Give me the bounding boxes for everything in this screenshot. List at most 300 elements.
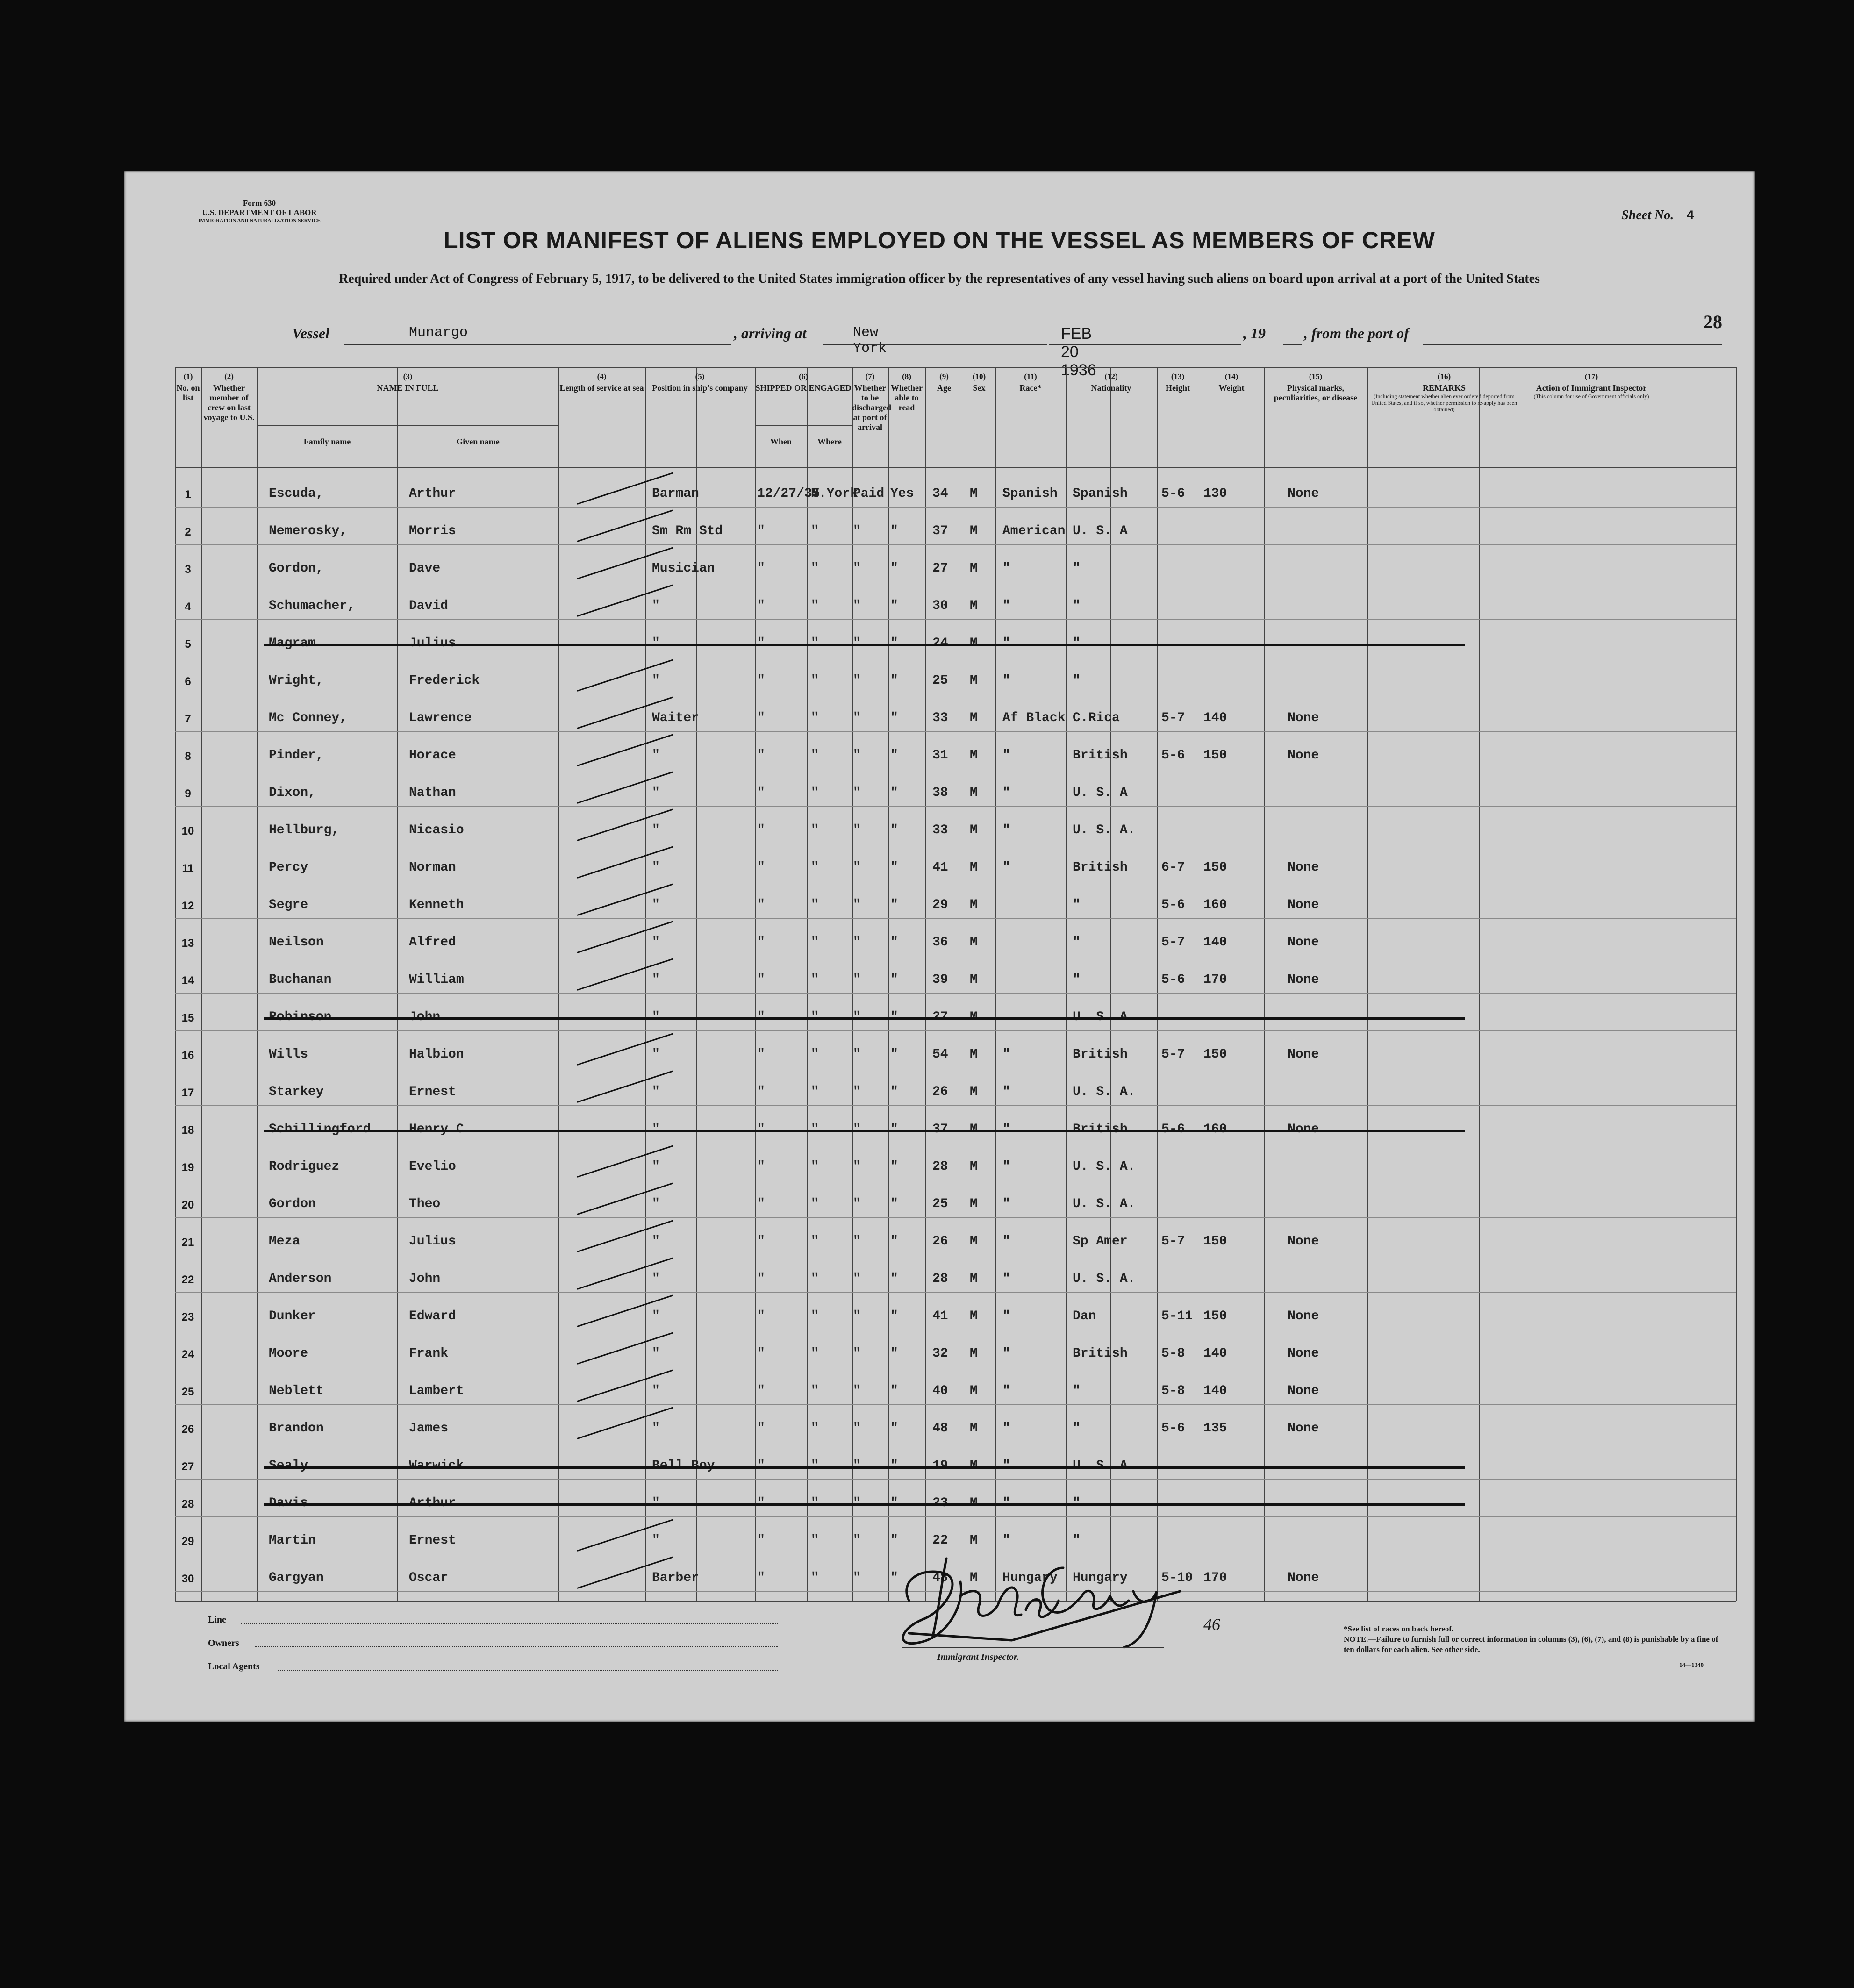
position-cell: Barman xyxy=(652,486,699,501)
shipped-where-cell: " xyxy=(811,973,819,987)
table-row xyxy=(175,1334,1736,1372)
weight-cell: 140 xyxy=(1203,711,1227,725)
shipped-when-cell: " xyxy=(757,898,765,912)
row-number: 15 xyxy=(181,1012,194,1024)
sex-cell: M xyxy=(970,1085,978,1099)
weight-cell: 170 xyxy=(1203,973,1227,987)
able-to-read-cell: " xyxy=(890,748,898,763)
age-cell: 39 xyxy=(932,973,948,987)
discharged-cell: " xyxy=(853,1346,861,1361)
row-number: 28 xyxy=(181,1498,194,1510)
nationality-cell: " xyxy=(1073,1384,1081,1398)
position-cell: " xyxy=(652,1234,660,1249)
able-to-read-cell: " xyxy=(890,599,898,613)
given-name-cell: John xyxy=(409,1272,441,1286)
able-to-read-cell: " xyxy=(890,524,898,538)
shipped-subheader-border xyxy=(755,425,852,426)
family-name-header: Family name xyxy=(303,437,351,446)
given-name-cell: Julius xyxy=(409,636,456,651)
family-name-cell: Escuda, xyxy=(269,486,324,501)
given-name-header: Given name xyxy=(456,437,500,446)
strike-through-line xyxy=(264,1503,1465,1506)
sex-cell: M xyxy=(970,1309,978,1323)
race-cell: Hungary xyxy=(1002,1571,1058,1585)
given-name-cell: Norman xyxy=(409,860,456,875)
shipped-when-cell: " xyxy=(757,1272,765,1286)
column-label: SHIPPED OR ENGAGED xyxy=(755,383,852,393)
weight-cell: 150 xyxy=(1203,1234,1227,1249)
weight-cell: 160 xyxy=(1203,898,1227,912)
position-cell: " xyxy=(652,935,660,950)
shipped-where-cell: " xyxy=(811,1346,819,1361)
shipped-where-cell: " xyxy=(811,898,819,912)
shipped-when-cell: " xyxy=(757,1047,765,1062)
height-cell: 5-7 xyxy=(1161,935,1185,950)
nationality-cell: " xyxy=(1073,935,1081,950)
shipped-where-cell: " xyxy=(811,1047,819,1062)
race-cell: " xyxy=(1002,1421,1010,1436)
family-name-cell: Schumacher, xyxy=(269,599,355,613)
service-name: IMMIGRATION AND NATURALIZATION SERVICE xyxy=(198,218,321,223)
column-header-5 xyxy=(645,372,755,393)
column-label: Action of Immigrant Inspector xyxy=(1536,383,1647,393)
crew-table xyxy=(175,367,1736,1601)
discharged-cell: " xyxy=(853,1571,861,1585)
strike-through-line xyxy=(264,1466,1465,1469)
nationality-cell: U. S. A. xyxy=(1073,1197,1136,1211)
table-row xyxy=(175,811,1736,848)
shipped-where-cell: " xyxy=(811,636,819,651)
height-cell: 5-8 xyxy=(1161,1346,1185,1361)
sheet-label: Sheet No. xyxy=(1621,208,1674,222)
race-cell: " xyxy=(1002,1309,1010,1323)
age-cell: 40 xyxy=(932,1384,948,1398)
shipped-when-cell: " xyxy=(757,1309,765,1323)
family-name-cell: Meza xyxy=(269,1234,301,1249)
arriving-port: New York xyxy=(853,325,887,357)
column-label: Whether to be discharged at port of arrival xyxy=(852,383,892,432)
family-name-cell: Rodriguez xyxy=(269,1159,340,1174)
nationality-cell: C.Rica xyxy=(1073,711,1120,725)
table-row xyxy=(175,699,1736,736)
able-to-read-cell: " xyxy=(890,673,898,688)
column-number: (12) xyxy=(1104,372,1118,381)
date-underline xyxy=(1049,344,1241,345)
position-cell: Musician xyxy=(652,561,715,576)
from-port-label: , from the port of xyxy=(1304,325,1409,342)
signature-line xyxy=(902,1647,1164,1648)
physical-marks-cell: None xyxy=(1288,1047,1319,1062)
shipped-when-cell: " xyxy=(757,935,765,950)
shipped-where-cell: " xyxy=(811,1459,819,1473)
discharged-cell: " xyxy=(853,1122,861,1137)
table-row xyxy=(175,773,1736,811)
given-name-cell: Frank xyxy=(409,1346,449,1361)
age-cell: 48 xyxy=(932,1421,948,1436)
family-name-cell: Neblett xyxy=(269,1384,324,1398)
sex-cell: M xyxy=(970,1010,978,1024)
family-name-cell: Schillingford xyxy=(269,1122,371,1137)
weight-cell: 150 xyxy=(1203,1309,1227,1323)
table-row xyxy=(175,586,1736,624)
row-number: 8 xyxy=(185,750,191,763)
row-number: 20 xyxy=(181,1199,194,1211)
row-number: 5 xyxy=(185,638,191,651)
position-cell: " xyxy=(652,748,660,763)
family-name-cell: Neilson xyxy=(269,935,324,950)
family-name-cell: Magram xyxy=(269,636,316,651)
shipped-when-cell: " xyxy=(757,860,765,875)
nationality-cell: U. S. A. xyxy=(1073,1159,1136,1174)
row-number: 24 xyxy=(181,1348,194,1361)
table-row xyxy=(175,474,1736,512)
given-name-cell: Nicasio xyxy=(409,823,464,837)
nationality-cell: " xyxy=(1073,636,1081,651)
height-cell: 5-11 xyxy=(1161,1309,1193,1323)
given-name-cell: Alfred xyxy=(409,935,456,950)
age-cell: 41 xyxy=(932,860,948,875)
footer-note xyxy=(1344,1624,1727,1655)
page-subtitle: Required under Act of Congress of February 5, 1917, to be delivered to the United States immigration officer by the representatives of any vessel having such aliens on board upon arrival at a port of the United States xyxy=(339,272,1540,286)
shipped-when-cell: " xyxy=(757,1197,765,1211)
age-cell: 19 xyxy=(932,1459,948,1473)
shipped-when-cell: " xyxy=(757,1159,765,1174)
line-field[interactable] xyxy=(241,1623,778,1624)
position-cell: " xyxy=(652,898,660,912)
able-to-read-cell: " xyxy=(890,1496,898,1510)
row-number: 6 xyxy=(185,675,191,688)
weight-cell: 160 xyxy=(1203,1122,1227,1137)
column-number: (2) xyxy=(224,372,234,381)
shipped-where-cell: " xyxy=(811,1571,819,1585)
nationality-cell: British xyxy=(1073,860,1128,875)
able-to-read-cell: " xyxy=(890,561,898,576)
able-to-read-cell: " xyxy=(890,1122,898,1137)
position-cell: Sm Rm Std xyxy=(652,524,723,538)
shipped-where-cell: " xyxy=(811,561,819,576)
discharged-cell: " xyxy=(853,1309,861,1323)
age-cell: 37 xyxy=(932,1122,948,1137)
table-row xyxy=(175,998,1736,1035)
family-name-cell: Davis xyxy=(269,1496,308,1510)
family-name-cell: Gordon xyxy=(269,1197,316,1211)
family-name-cell: Gargyan xyxy=(269,1571,324,1585)
age-cell: 34 xyxy=(932,486,948,501)
sex-cell: M xyxy=(970,748,978,763)
position-cell: " xyxy=(652,636,660,651)
given-name-cell: Lawrence xyxy=(409,711,472,725)
family-name-cell: Pinder, xyxy=(269,748,324,763)
sex-cell: M xyxy=(970,898,978,912)
column-label: Race* xyxy=(1019,383,1042,393)
sex-cell: M xyxy=(970,524,978,538)
shipped-when-cell: " xyxy=(757,973,765,987)
able-to-read-cell: " xyxy=(890,1085,898,1099)
column-label: Physical marks, peculiarities, or disease xyxy=(1274,383,1358,402)
nationality-cell: " xyxy=(1073,1421,1081,1436)
nationality-cell: British xyxy=(1073,1346,1128,1361)
nationality-cell: U. S. A xyxy=(1073,786,1128,800)
owners-field[interactable] xyxy=(255,1646,778,1647)
owners-label: Owners xyxy=(208,1638,239,1648)
inspector-signature xyxy=(890,1526,1189,1657)
column-number: (9) xyxy=(939,372,949,381)
able-to-read-cell: " xyxy=(890,860,898,875)
year-underline xyxy=(1283,344,1302,345)
sex-cell: M xyxy=(970,935,978,950)
shipped-where-cell: " xyxy=(811,1309,819,1323)
physical-marks-cell: None xyxy=(1288,711,1319,725)
able-to-read-cell: " xyxy=(890,1309,898,1323)
row-number: 11 xyxy=(182,862,194,875)
column-number: (5) xyxy=(695,372,705,381)
able-to-read-cell: " xyxy=(890,973,898,987)
age-cell: 22 xyxy=(932,1533,948,1548)
form-identifier xyxy=(180,199,339,224)
able-to-read-cell: " xyxy=(890,898,898,912)
row-number: 19 xyxy=(181,1161,194,1174)
row-number: 27 xyxy=(181,1460,194,1473)
shipped-when-cell: 12/27/35 xyxy=(757,486,820,501)
discharged-cell: " xyxy=(853,1047,861,1062)
column-label: Length of service at sea xyxy=(559,383,644,393)
nationality-cell: " xyxy=(1073,673,1081,688)
shipped-when-cell: " xyxy=(757,1384,765,1398)
shipped-where-cell: " xyxy=(811,1234,819,1249)
column-number: (10) xyxy=(972,372,986,381)
race-cell: " xyxy=(1002,1533,1010,1548)
discharged-cell: " xyxy=(853,1533,861,1548)
table-row xyxy=(175,1259,1736,1297)
shipped-where-cell: " xyxy=(811,1496,819,1510)
shipped-where-cell: " xyxy=(811,748,819,763)
given-name-cell: Horace xyxy=(409,748,456,763)
family-name-cell: Mc Conney, xyxy=(269,711,348,725)
family-name-cell: Segre xyxy=(269,898,308,912)
height-cell: 5-6 xyxy=(1161,1122,1185,1137)
column-header-9 xyxy=(925,372,963,393)
race-cell: " xyxy=(1002,823,1010,837)
position-cell: Waiter xyxy=(652,711,699,725)
table-row xyxy=(175,661,1736,699)
height-cell: 5-6 xyxy=(1161,486,1185,501)
shipped-when-cell: " xyxy=(757,1085,765,1099)
race-cell: " xyxy=(1002,1384,1010,1398)
age-cell: 29 xyxy=(932,898,948,912)
table-row xyxy=(175,1484,1736,1521)
sex-cell: M xyxy=(970,1346,978,1361)
row-number: 7 xyxy=(185,713,191,725)
position-cell: " xyxy=(652,1159,660,1174)
column-label: Position in ship's company xyxy=(652,383,748,393)
sex-cell: M xyxy=(970,1159,978,1174)
nationality-cell: U. S. A. xyxy=(1073,1272,1136,1286)
sex-cell: M xyxy=(970,973,978,987)
race-cell: " xyxy=(1002,561,1010,576)
shipped-when-cell: " xyxy=(757,823,765,837)
row-number: 23 xyxy=(181,1311,194,1323)
given-name-cell: Evelio xyxy=(409,1159,456,1174)
family-name-cell: Robinson xyxy=(269,1010,332,1024)
age-cell: 36 xyxy=(932,935,948,950)
strike-through-line xyxy=(264,644,1465,646)
shipped-where-cell: " xyxy=(811,1159,819,1174)
column-label: Nationality xyxy=(1091,383,1131,393)
physical-marks-cell: None xyxy=(1288,486,1319,501)
row-number: 30 xyxy=(181,1573,194,1585)
weight-cell: 140 xyxy=(1203,1384,1227,1398)
age-cell: 37 xyxy=(932,524,948,538)
race-cell: American xyxy=(1002,524,1066,538)
row-number: 25 xyxy=(181,1386,194,1398)
form-number: Form 630 xyxy=(243,199,276,207)
shipped-where-cell: " xyxy=(811,524,819,538)
nationality-cell: British xyxy=(1073,1047,1128,1062)
race-cell: " xyxy=(1002,748,1010,763)
nationality-cell: U. S. A. xyxy=(1073,823,1136,837)
shipped-where-cell: " xyxy=(811,1122,819,1137)
shipped-when-cell: " xyxy=(757,599,765,613)
column-label: REMARKS xyxy=(1422,383,1466,393)
position-cell: " xyxy=(652,1346,660,1361)
discharged-cell: " xyxy=(853,1421,861,1436)
discharged-cell: " xyxy=(853,1272,861,1286)
sex-cell: M xyxy=(970,561,978,576)
weight-cell: 150 xyxy=(1203,1047,1227,1062)
race-cell: " xyxy=(1002,860,1010,875)
given-name-cell: Ernest xyxy=(409,1533,456,1548)
discharged-cell: " xyxy=(853,973,861,987)
page-number: 28 xyxy=(1704,311,1722,332)
position-cell: Bell Boy xyxy=(652,1459,715,1473)
nationality-cell: U. S. A. xyxy=(1073,1459,1136,1473)
table-row xyxy=(175,1185,1736,1222)
sex-cell: M xyxy=(970,1421,978,1436)
family-name-cell: Dixon, xyxy=(269,786,316,800)
column-header-7 xyxy=(852,372,892,432)
age-cell: 25 xyxy=(932,1197,948,1211)
nationality-cell: Dan xyxy=(1073,1309,1096,1323)
height-cell: 5-7 xyxy=(1161,1234,1185,1249)
row-number: 10 xyxy=(181,825,194,837)
physical-marks-cell: None xyxy=(1288,1309,1319,1323)
given-name-cell: William xyxy=(409,973,464,987)
table-row xyxy=(175,1409,1736,1446)
column-header-17 xyxy=(1521,372,1661,400)
vessel-name: Munargo xyxy=(409,325,468,341)
race-cell: " xyxy=(1002,1122,1010,1137)
column-number: (14) xyxy=(1224,372,1238,381)
sex-cell: M xyxy=(970,1459,978,1473)
position-cell: " xyxy=(652,786,660,800)
shipped-when-cell: " xyxy=(757,786,765,800)
age-cell: 25 xyxy=(932,673,948,688)
height-cell: 5-6 xyxy=(1161,898,1185,912)
shipped-where-cell: " xyxy=(811,673,819,688)
shipped-where-cell: " xyxy=(811,823,819,837)
column-number: (6) xyxy=(799,372,808,381)
position-cell: " xyxy=(652,1421,660,1436)
age-cell: 26 xyxy=(932,1085,948,1099)
physical-marks-cell: None xyxy=(1288,1421,1319,1436)
sex-cell: M xyxy=(970,1122,978,1137)
column-divider xyxy=(1736,367,1737,1601)
position-cell: " xyxy=(652,860,660,875)
position-cell: Barber xyxy=(652,1571,699,1585)
given-name-cell: Julius xyxy=(409,1234,456,1249)
physical-marks-cell: None xyxy=(1288,860,1319,875)
page-title: LIST OR MANIFEST OF ALIENS EMPLOYED ON THE VESSEL AS MEMBERS OF CREW xyxy=(444,227,1435,253)
able-to-read-cell: " xyxy=(890,1421,898,1436)
age-cell: 28 xyxy=(932,1159,948,1174)
shipped-when-cell: " xyxy=(757,636,765,651)
shipped-when-cell: " xyxy=(757,561,765,576)
row-number: 29 xyxy=(181,1535,194,1548)
shipped-when-cell: " xyxy=(757,1346,765,1361)
given-name-cell: Nathan xyxy=(409,786,456,800)
sex-cell: M xyxy=(970,860,978,875)
arriving-label: , arriving at xyxy=(734,325,807,342)
sheet-number xyxy=(1621,208,1694,223)
year-label: , 19 xyxy=(1243,325,1266,342)
table-row xyxy=(175,512,1736,549)
where-header: Where xyxy=(817,437,842,446)
position-cell: " xyxy=(652,1496,660,1510)
discharged-cell: " xyxy=(853,748,861,763)
table-row xyxy=(175,1446,1736,1484)
sex-cell: M xyxy=(970,673,978,688)
given-name-cell: Frederick xyxy=(409,673,480,688)
able-to-read-cell: " xyxy=(890,1533,898,1548)
column-number: (3) xyxy=(403,372,413,381)
column-header-10 xyxy=(963,372,995,393)
position-cell: " xyxy=(652,1010,660,1024)
given-name-cell: Oscar xyxy=(409,1571,449,1585)
height-cell: 5-6 xyxy=(1161,973,1185,987)
sex-cell: M xyxy=(970,786,978,800)
given-name-cell: Warwick xyxy=(409,1459,464,1473)
column-label: NAME IN FULL xyxy=(377,383,439,393)
able-to-read-cell: " xyxy=(890,935,898,950)
shipped-when-cell: " xyxy=(757,1234,765,1249)
column-header-3 xyxy=(257,372,558,393)
sex-cell: M xyxy=(970,1234,978,1249)
shipped-when-cell: " xyxy=(757,1533,765,1548)
able-to-read-cell: " xyxy=(890,1346,898,1361)
arriving-underline xyxy=(823,344,1047,345)
shipped-where-cell: " xyxy=(811,786,819,800)
table-row xyxy=(175,848,1736,886)
position-cell: " xyxy=(652,1197,660,1211)
local-agents-label: Local Agents xyxy=(208,1661,260,1672)
family-name-cell: Wills xyxy=(269,1047,308,1062)
discharged-cell: " xyxy=(853,823,861,837)
sex-cell: M xyxy=(970,1197,978,1211)
given-name-cell: Henry C. xyxy=(409,1122,472,1137)
family-name-cell: Starkey xyxy=(269,1085,324,1099)
handwritten-number: 46 xyxy=(1203,1615,1220,1634)
height-cell: 5-6 xyxy=(1161,1421,1185,1436)
discharged-cell: " xyxy=(853,935,861,950)
table-row xyxy=(175,960,1736,998)
local-agents-field[interactable] xyxy=(278,1670,778,1671)
race-cell: " xyxy=(1002,1346,1010,1361)
row-number: 14 xyxy=(181,974,194,987)
race-cell: Spanish xyxy=(1002,486,1058,501)
column-header-14 xyxy=(1199,372,1264,393)
nationality-cell: " xyxy=(1073,561,1081,576)
weight-cell: 135 xyxy=(1203,1421,1227,1436)
